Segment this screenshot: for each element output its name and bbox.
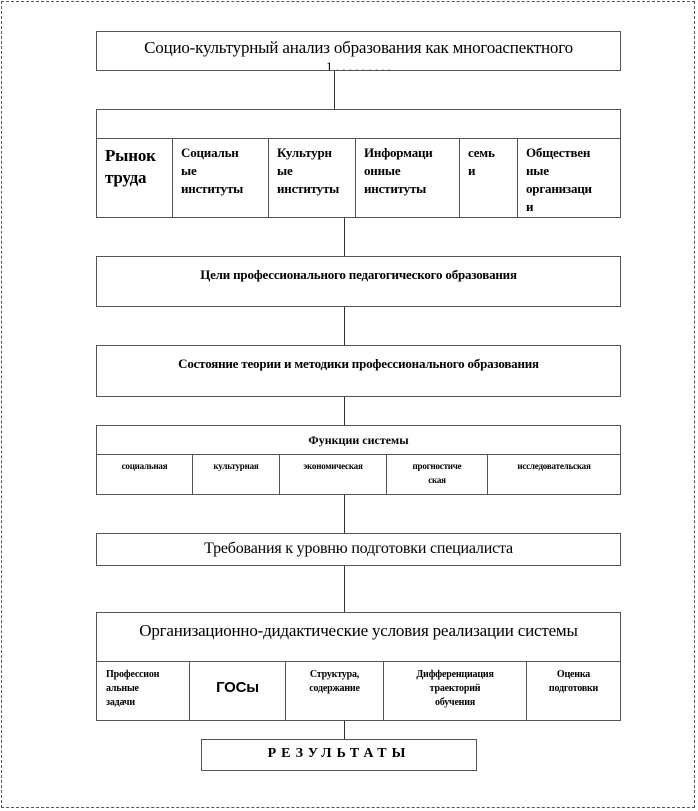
requirements-box (96, 533, 621, 566)
institution-social: Социальн ые институты (172, 139, 268, 217)
connector-requirements-conditions (344, 566, 345, 612)
connector-conditions-results (344, 721, 345, 739)
condition-gos: ГОСы (189, 662, 285, 720)
title-box (96, 31, 621, 71)
function-social: социальная (121, 461, 168, 471)
results-box (201, 739, 477, 771)
institution-public-organizations: Обществен ные организаци и (517, 139, 620, 217)
institutions-box (96, 109, 621, 218)
connector-theory-functions (344, 397, 345, 425)
conditions-row (97, 662, 620, 720)
condition-professional-tasks: Профессион альные задачи (106, 669, 160, 708)
functions-header: Функции системы (308, 433, 409, 447)
condition-assessment: Оценка подготовки (526, 662, 620, 720)
condition-structure-content: Структура, содержание (285, 662, 383, 720)
condition-differentiation: Дифференциация траекторий обучения (383, 662, 526, 720)
conditions-header: Организационно-дидактические условия реализации системы (139, 621, 578, 640)
diagram-title: Социо-культурный анализ образования как многоаспектного (144, 38, 573, 57)
institutions-row (97, 139, 620, 217)
conditions-box (96, 612, 621, 721)
institution-cultural: Культурн ые институты (268, 139, 355, 217)
theory-label: Состояние теории и методики профессионального образования (178, 356, 539, 371)
institution-labor-market: Рынок труда (105, 146, 156, 187)
results-label: РЕЗУЛЬТАТЫ (267, 746, 411, 761)
function-research: исследовательская (487, 455, 620, 494)
function-economic: экономическая (279, 455, 386, 494)
institution-family: семь и (459, 139, 517, 217)
requirements-label: Требования к уровню подготовки специалиста (204, 540, 513, 557)
diagram-title-overflow: 1 . . . . . . . . . (326, 59, 391, 71)
institution-information: Информаци онные институты (355, 139, 459, 217)
theory-box (96, 345, 621, 397)
functions-row (97, 455, 620, 494)
connector-title-institutions (334, 71, 335, 109)
goals-box (96, 256, 621, 307)
function-prognostic: прогностиче ская (386, 455, 487, 494)
connector-institutions-goals (344, 218, 345, 256)
connector-goals-theory (344, 307, 345, 345)
goals-label: Цели профессионального педагогического образования (200, 267, 517, 282)
functions-box (96, 425, 621, 495)
connector-functions-requirements (344, 495, 345, 533)
function-cultural: культурная (192, 455, 279, 494)
